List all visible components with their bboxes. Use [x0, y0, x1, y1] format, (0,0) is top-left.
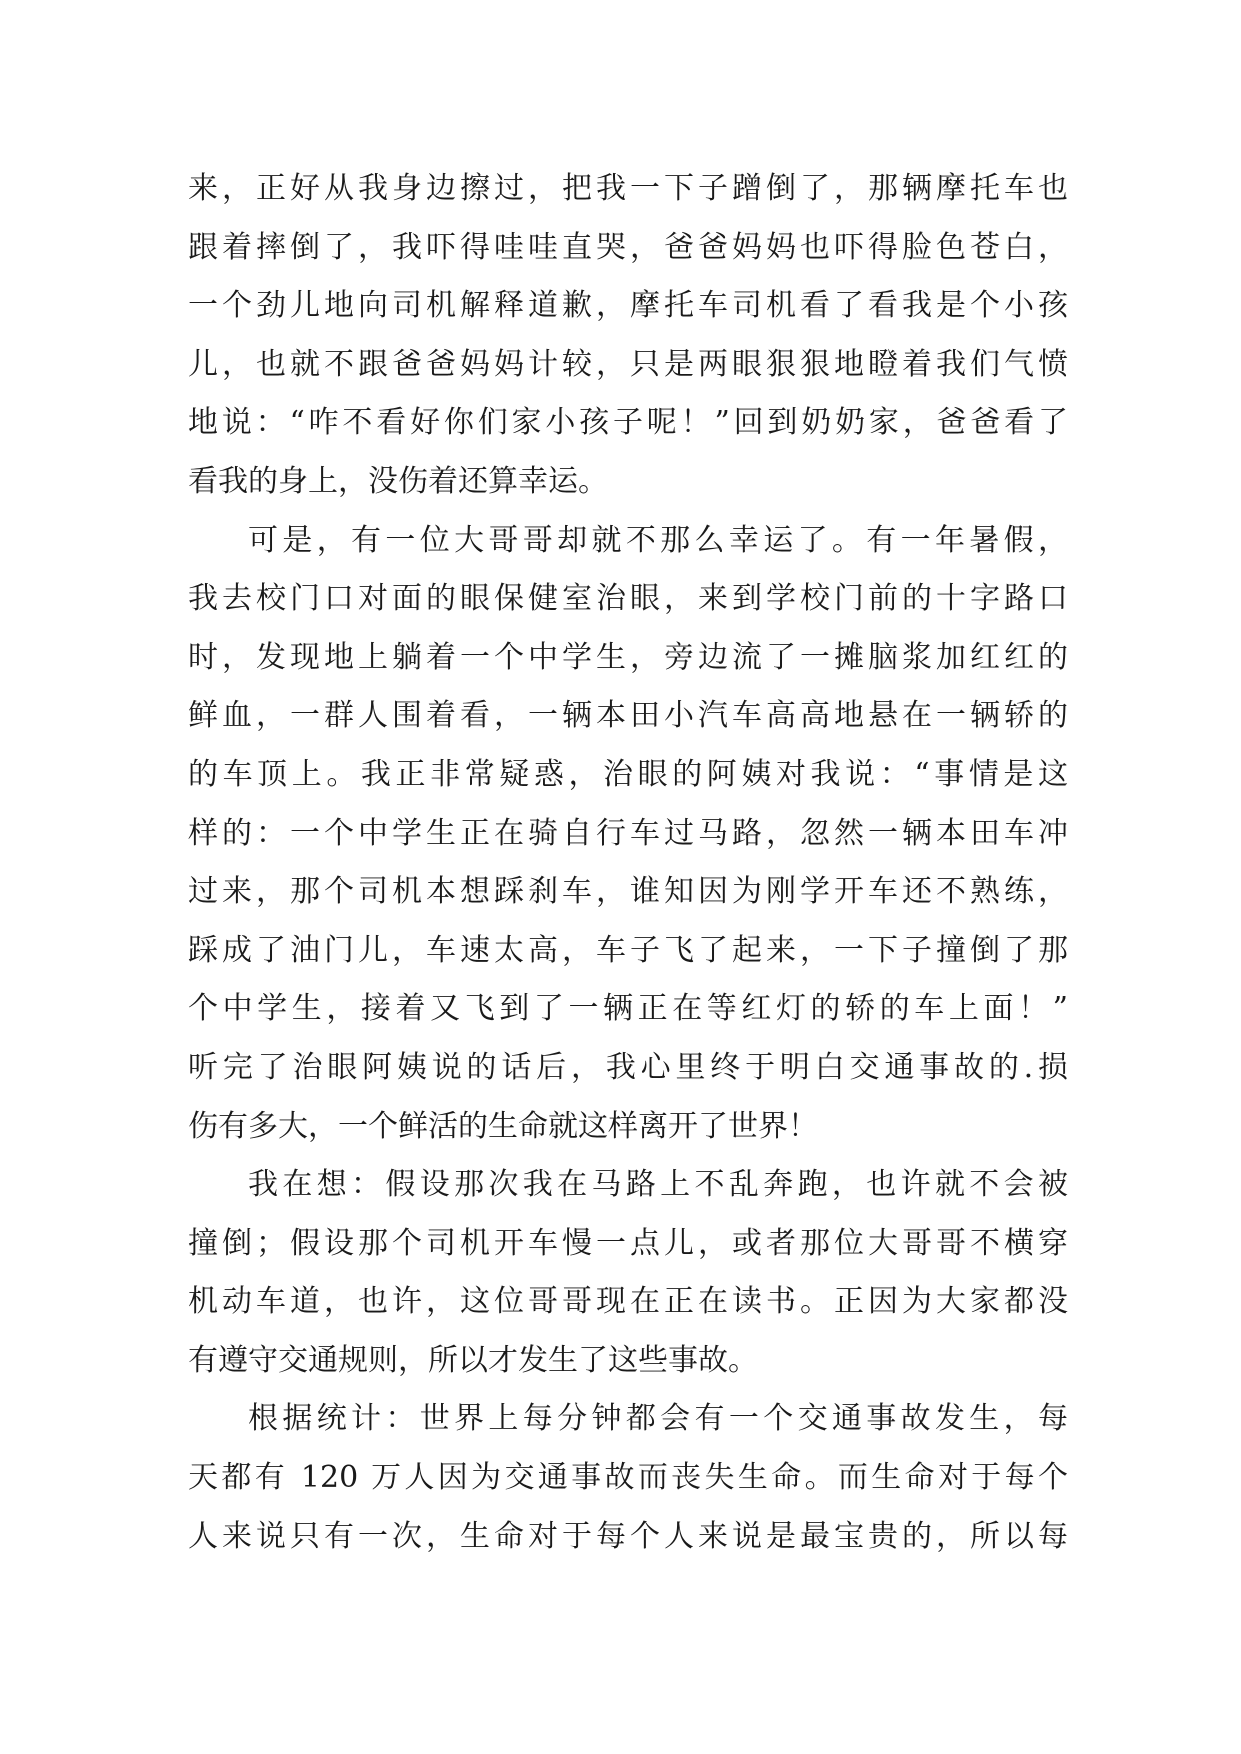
text-line: 过来，那个司机本想踩刹车，谁知因为刚学开车还不熟练， [188, 874, 1068, 910]
text-line: 来，正好从我身边擦过，把我一下子蹭倒了，那辆摩托车也 [188, 171, 1068, 206]
text-line: 天都有 120 万人因为交通事故而丧失生命。而生命对于每个 [188, 1460, 1068, 1496]
text-line: 人来说只有一次，生命对于每个人来说是最宝贵的，所以每 [188, 1518, 1068, 1554]
text-line: 伤有多大，一个鲜活的生命就这样离开了世界！ [188, 1108, 818, 1144]
body-text [188, 160, 1068, 1566]
text-line: 可是，有一位大哥哥却就不那么幸运了。有一年暑假， [248, 522, 1068, 558]
text-line: 机动车道，也许，这位哥哥现在正在读书。正因为大家都没 [188, 1284, 1068, 1320]
text-line: 儿，也就不跟爸爸妈妈计较，只是两眼狠狠地瞪着我们气愤 [188, 346, 1068, 382]
text-line: 时，发现地上躺着一个中学生，旁边流了一摊脑浆加红红的 [188, 639, 1068, 675]
text-line: 撞倒；假设那个司机开车慢一点儿，或者那位大哥哥不横穿 [188, 1225, 1068, 1261]
text-line: 踩成了油门儿，车速太高，车子飞了起来，一下子撞倒了那 [188, 932, 1068, 968]
text-line: 听完了治眼阿姨说的话后，我心里终于明白交通事故的.损 [188, 1049, 1068, 1085]
text-line: 个中学生，接着又飞到了一辆正在等红灯的轿的车上面！” [188, 991, 1068, 1027]
text-line: 根据统计：世界上每分钟都会有一个交通事故发生，每 [248, 1401, 1068, 1437]
text-line: 的车顶上。我正非常疑惑，治眼的阿姨对我说：“事情是这 [188, 756, 1068, 792]
text-line: 跟着摔倒了，我吓得哇哇直哭，爸爸妈妈也吓得脸色苍白， [188, 229, 1068, 265]
text-line: 我在想：假设那次我在马路上不乱奔跑，也许就不会被 [248, 1167, 1068, 1203]
text-line: 有遵守交通规则，所以才发生了这些事故。 [188, 1342, 758, 1378]
text-line: 看我的身上，没伤着还算幸运。 [188, 463, 608, 499]
text-line: 地说：“咋不看好你们家小孩子呢！”回到奶奶家，爸爸看了 [188, 405, 1068, 441]
text-line: 鲜血，一群人围着看，一辆本田小汽车高高地悬在一辆轿的 [188, 698, 1068, 734]
text-line: 我去校门口对面的眼保健室治眼，来到学校门前的十字路口 [188, 581, 1068, 617]
text-line: 样的：一个中学生正在骑自行车过马路，忽然一辆本田车冲 [188, 815, 1068, 851]
text-line: 一个劲儿地向司机解释道歉，摩托车司机看了看我是个小孩 [188, 288, 1068, 324]
